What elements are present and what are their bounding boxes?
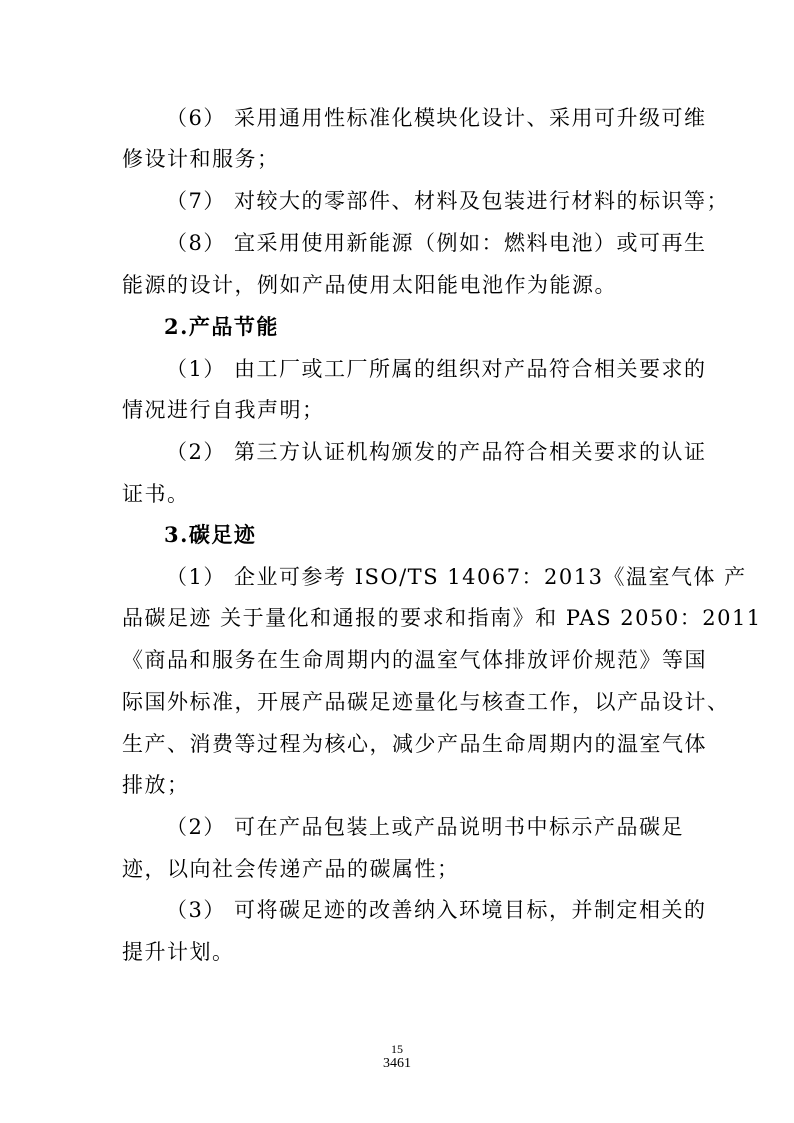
section-heading-product-energy-saving: 2.产品节能	[164, 314, 279, 339]
paragraph-line-item-7: （7） 对较大的零部件、材料及包装进行材料的标识等；	[166, 189, 730, 213]
paragraph-line: 品碳足迹 关于量化和通报的要求和指南》和 PAS 2050：2011	[122, 606, 762, 630]
paragraph-line: 际国外标准，开展产品碳足迹量化与核查工作，以产品设计、	[122, 690, 730, 714]
paragraph-line: 修设计和服务；	[122, 147, 280, 171]
paragraph-line-item-2: （2） 可在产品包装上或产品说明书中标示产品碳足	[166, 815, 685, 839]
paragraph-line: 提升计划。	[122, 940, 235, 964]
section-heading-carbon-footprint: 3.碳足迹	[164, 522, 257, 547]
paragraph-line: 排放；	[122, 773, 190, 797]
paragraph-line: 迹，以向社会传递产品的碳属性；	[122, 857, 460, 881]
paragraph-line-item-1: （1） 由工厂或工厂所属的组织对产品符合相关要求的	[166, 357, 707, 381]
paragraph-line-item-3: （3） 可将碳足迹的改善纳入环境目标，并制定相关的	[166, 898, 707, 922]
paragraph-line: 《商品和服务在生命周期内的温室气体排放评价规范》等国	[122, 648, 707, 672]
paragraph-line: 生产、消费等过程为核心，减少产品生命周期内的温室气体	[122, 732, 707, 756]
page-number: 15	[391, 1042, 403, 1056]
paragraph-line-item-8: （8） 宜采用使用新能源（例如：燃料电池）或可再生	[166, 231, 707, 255]
total-page-number: 3461	[383, 1056, 411, 1071]
paragraph-line-item-2: （2） 第三方认证机构颁发的产品符合相关要求的认证	[166, 440, 707, 464]
paragraph-line-item-6: （6） 采用通用性标准化模块化设计、采用可升级可维	[166, 106, 707, 130]
paragraph-line: 证书。	[122, 482, 190, 506]
paragraph-line-item-1: （1） 企业可参考 ISO/TS 14067：2013《温室气体 产	[166, 565, 747, 589]
paragraph-line: 能源的设计，例如产品使用太阳能电池作为能源。	[122, 273, 617, 297]
paragraph-line: 情况进行自我声明；	[122, 398, 325, 422]
